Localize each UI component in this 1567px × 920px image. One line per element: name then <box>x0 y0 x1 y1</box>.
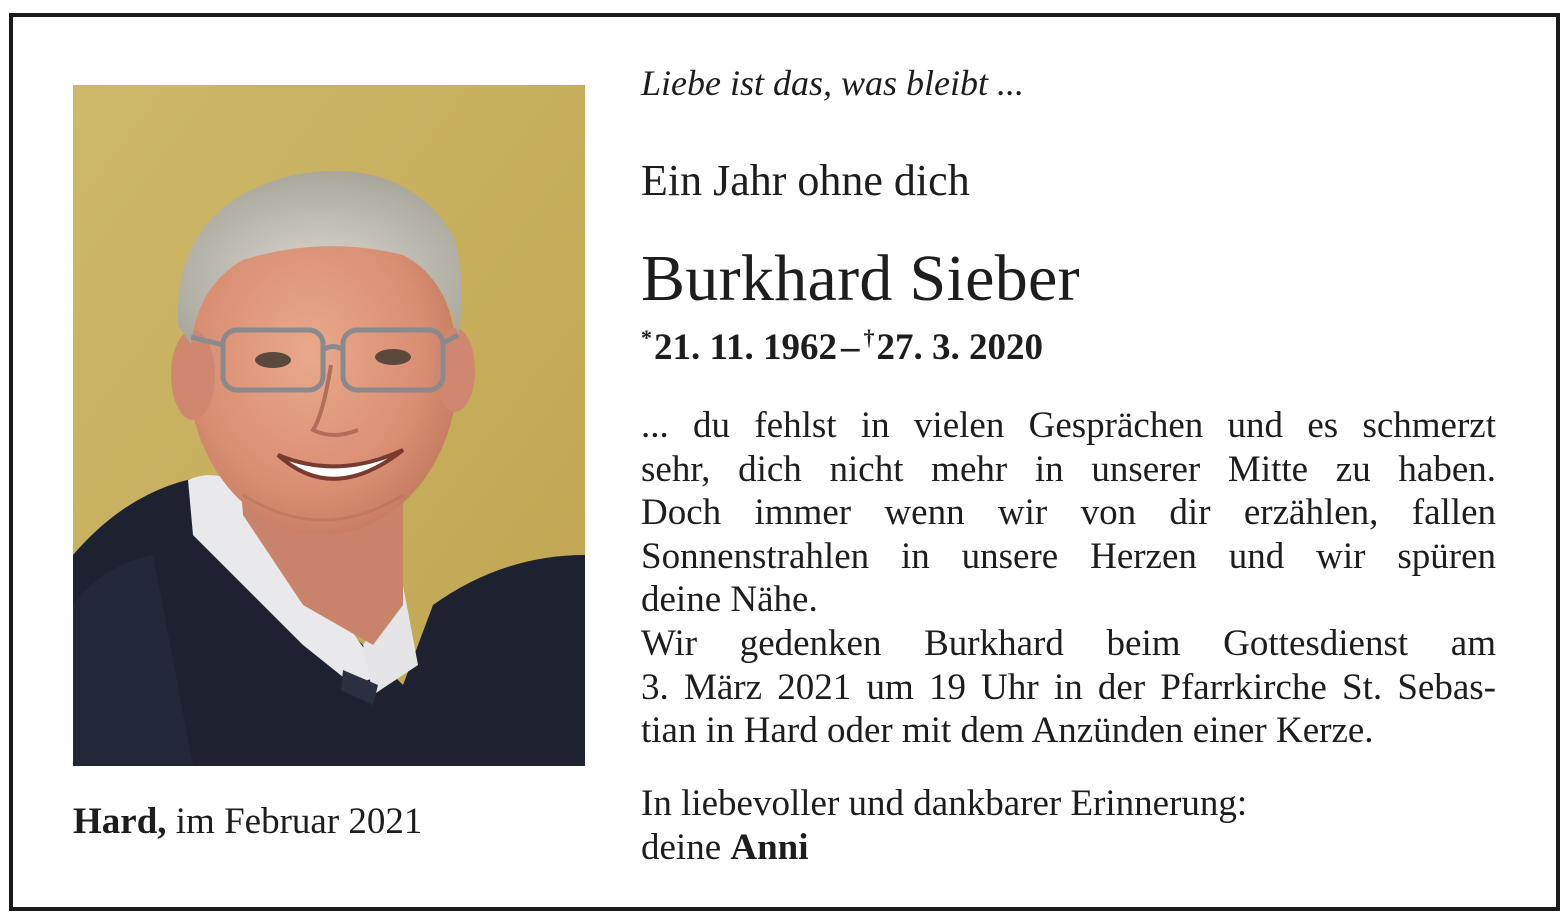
life-dates <box>641 318 1496 368</box>
closing-line: In liebevoller und dankbarer Erinnerung: <box>641 783 1248 824</box>
text-line: Doch immer wenn wir von dir erzählen, fallen <box>641 492 1496 534</box>
text-line: Sonnenstrahlen in unsere Herzen und wir spüren <box>641 535 1496 577</box>
text-line: ... du fehlst in vielen Gesprächen und es schmerzt <box>641 405 1496 446</box>
place-town: Hard, <box>73 801 167 842</box>
signature-line <box>641 826 1496 870</box>
place-date: im Februar 2021 <box>175 801 423 842</box>
birth-symbol: * <box>641 325 652 350</box>
closing <box>641 782 1496 869</box>
birth-date: 21. 11. 1962 <box>654 327 837 368</box>
date-separator: – <box>840 327 860 368</box>
deceased-name: Burkhard Sieber <box>641 242 1080 315</box>
signature-prefix: deine <box>641 826 722 868</box>
place-and-date <box>73 802 422 842</box>
death-symbol: † <box>863 325 875 350</box>
text-line: Wir gedenken Burkhard beim Gottesdienst am <box>641 622 1496 664</box>
portrait-photo <box>73 85 585 766</box>
text-line: 3. März 2021 um 19 Uhr in der Pfarrkirche St. Sebas- <box>641 666 1496 708</box>
subtitle: Ein Jahr ohne dich <box>641 156 970 205</box>
portrait-image <box>73 85 585 766</box>
memorial-text <box>641 404 1496 753</box>
text-line: tian in Hard oder mit dem Anzünden einer Kerze. <box>641 710 1374 752</box>
motto: Liebe ist das, was bleibt ... <box>641 63 1025 103</box>
death-date: 27. 3. 2020 <box>876 327 1043 368</box>
signer-name: Anni <box>730 826 809 868</box>
text-line: sehr, dich nicht mehr in unserer Mitte zu haben. <box>641 448 1496 490</box>
text-line: deine Nähe. <box>641 579 818 621</box>
